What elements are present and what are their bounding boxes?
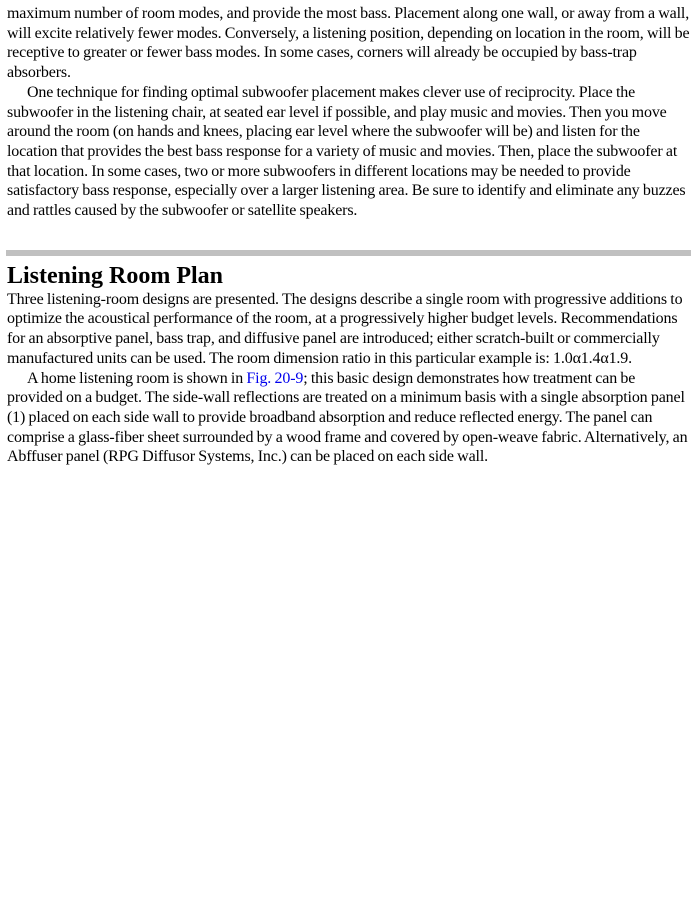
paragraph-text-after-link: ; this basic design demonstrates how treatment can be provided on a budget. The side-wall reflections are treated on a minimum basis with a single absorption panel (1) placed on each side wall to provide broadband absorption and reduce reflected energy. The panel can comprise a glass-fiber sheet surrounded by a wood frame and covered by open-weave fabric. Alternatively, an Abffuser panel (RPG Diffusor Systems, Inc.) can be placed on each side wall. xyxy=(7,369,688,466)
figure-link[interactable]: Fig. 20-9 xyxy=(246,369,304,387)
section-paragraph-1: Three listening-room designs are presented. The designs describe a single room with progressive additions to optimize the acoustical performance of the room, at a progressively higher budget levels. Recommendations for an absorptive panel, bass trap, and diffusive panel are introduced; either scratch-built or commercially manufactured units can be used. The room dimension ratio in this particular example is: 1.0α1.4α1.9. xyxy=(7,290,683,367)
document-page xyxy=(7,4,690,467)
intro-paragraph-1: maximum number of room modes, and provide the most bass. Placement along one wall, or away from a wall, will excite relatively fewer modes. Conversely, a listening position, depending on location in the room, will be receptive to greater or fewer bass modes. In some cases, corners will already be occupied by bass-trap absorbers. xyxy=(7,5,690,82)
section-paragraph-2 xyxy=(7,369,690,468)
section-divider xyxy=(6,250,691,256)
section-heading: Listening Room Plan xyxy=(7,262,224,289)
intro-paragraph-2: One technique for finding optimal subwoofer placement makes clever use of reciprocity. Place the subwoofer in the listening chair, at seated ear level if possible, and play music and movies. Then you move around the room (on hands and knees, placing ear level where the subwoofer will be) and listen for the location that provides the best bass response for a variety of music and movies. Then, place the subwoofer at that location. In some cases, two or more subwoofers in different locations may be needed to provide satisfactory bass response, especially over a larger listening area. Be sure to identify and eliminate any buzzes and rattles caused by the subwoofer or satellite speakers. xyxy=(7,83,686,220)
paragraph-text-before-link: A home listening room is shown in xyxy=(27,369,247,387)
